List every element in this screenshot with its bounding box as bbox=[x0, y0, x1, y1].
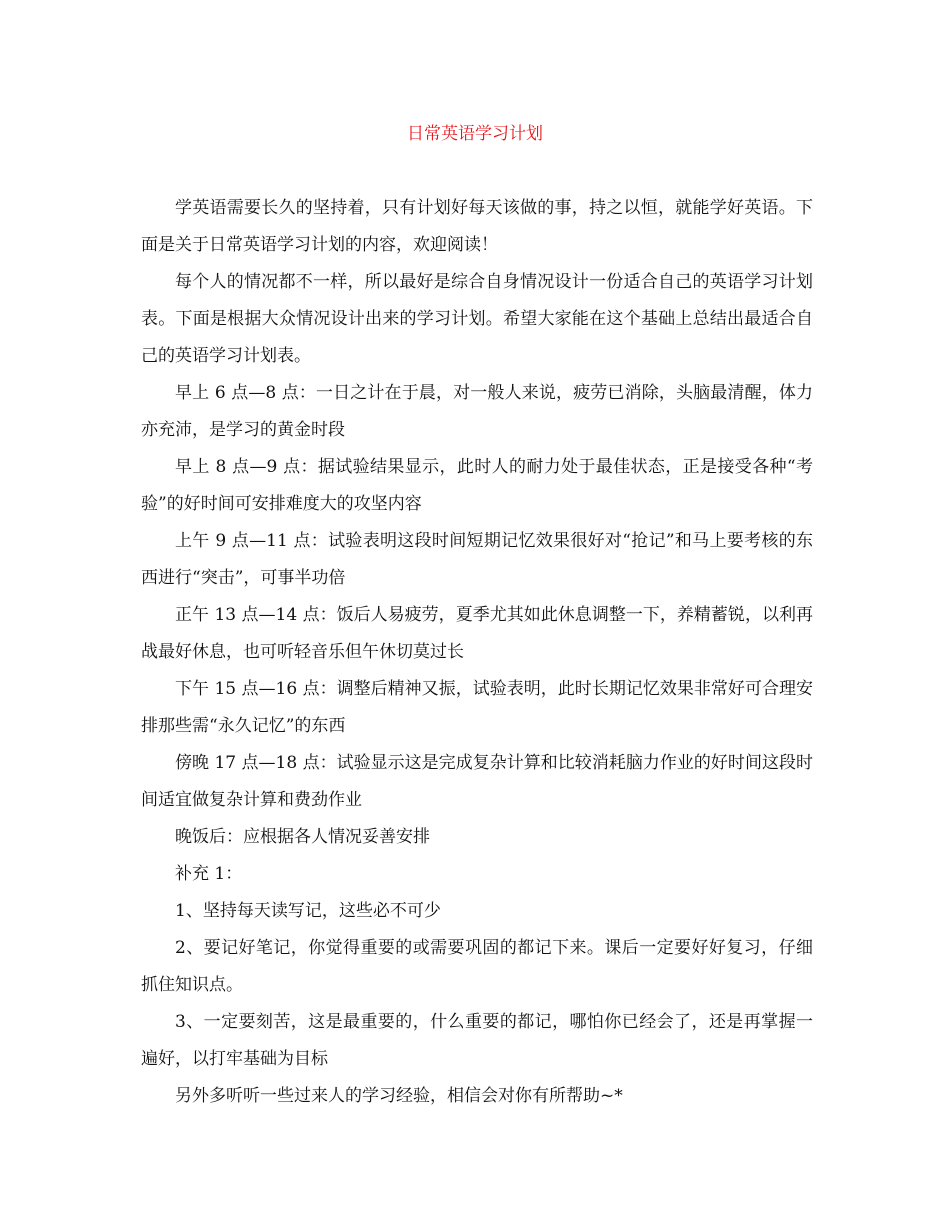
document-title: 日常英语学习计划 bbox=[407, 124, 543, 144]
paragraph-after-dinner: 晚饭后：应根据各人情况妥善安排 bbox=[175, 827, 430, 847]
paragraph-closing: 另外多听听一些过来人的学习经验，相信会对你有所帮助~* bbox=[175, 1086, 623, 1106]
paragraph-schedule-9-11: 上午 9 点—11 点：试验表明这段时间短期记忆效果很好对“抢记”和马上要考核的东西进行“突击”，可事半功倍 bbox=[141, 531, 813, 588]
paragraph-tip-2: 2、要记好笔记，你觉得重要的或需要巩固的都记下来。课后一定要好好复习，仔细抓住知识点。 bbox=[141, 938, 813, 995]
paragraph-tip-1: 1、坚持每天读写记，这些必不可少 bbox=[175, 901, 441, 921]
paragraph-schedule-15-16: 下午 15 点—16 点：调整后精神又振，试验表明，此时长期记忆效果非常好可合理安排那些需“永久记忆”的东西 bbox=[141, 679, 813, 736]
document-body bbox=[141, 190, 813, 1115]
paragraph-schedule-13-14: 正午 13 点—14 点：饭后人易疲劳，夏季尤其如此休息调整一下，养精蓄锐，以利再战最好休息，也可听轻音乐但午休切莫过长 bbox=[141, 605, 813, 662]
paragraph-intro: 学英语需要长久的坚持着，只有计划好每天该做的事，持之以恒，就能学好英语。下面是关于日常英语学习计划的内容，欢迎阅读！ bbox=[141, 198, 813, 255]
paragraph-schedule-17-18: 傍晚 17 点—18 点：试验显示这是完成复杂计算和比较消耗脑力作业的好时间这段时间适宜做复杂计算和费劲作业 bbox=[141, 753, 813, 810]
paragraph-tip-3: 3、一定要刻苦，这是最重要的，什么重要的都记，哪怕你已经会了，还是再掌握一遍好，以打牢基础为目标 bbox=[141, 1012, 813, 1069]
paragraph-overview: 每个人的情况都不一样，所以最好是综合自身情况设计一份适合自己的英语学习计划表。下面是根据大众情况设计出来的学习计划。希望大家能在这个基础上总结出最适合自己的英语学习计划表。 bbox=[141, 272, 813, 366]
paragraph-schedule-8-9: 早上 8 点—9 点：据试验结果显示，此时人的耐力处于最佳状态，正是接受各种“考验”的好时间可安排难度大的攻坚内容 bbox=[141, 457, 813, 514]
paragraph-supplement-heading: 补充 1： bbox=[175, 864, 243, 884]
paragraph-schedule-6-8: 早上 6 点—8 点：一日之计在于晨，对一般人来说，疲劳已消除，头脑最清醒，体力亦充沛，是学习的黄金时段 bbox=[141, 383, 813, 440]
